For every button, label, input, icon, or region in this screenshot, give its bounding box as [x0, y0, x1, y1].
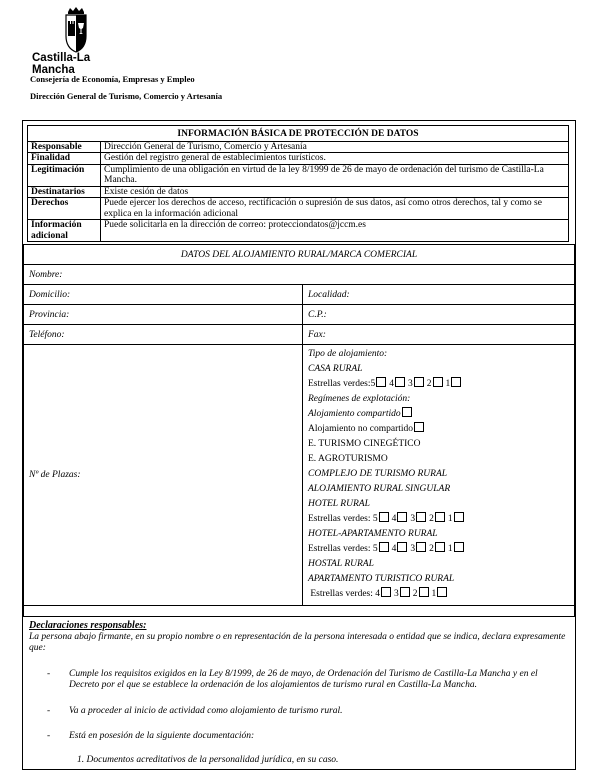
row-value: Puede solicitarla en la dirección de correo: protecciondatos@jccm.es: [101, 220, 569, 242]
bullet-dash: -: [47, 705, 51, 716]
cinegetico-label: E. TURISMO CINEGÉTICO: [308, 439, 421, 449]
hotel-label: HOTEL RURAL: [308, 499, 370, 509]
regimenes-label: Regímenes de explotación:: [308, 394, 411, 404]
star-count: 3: [394, 589, 399, 599]
checkbox[interactable]: [454, 542, 464, 552]
form-container: [22, 120, 576, 770]
checkbox[interactable]: [414, 377, 424, 387]
row-key: Información adicional: [28, 220, 101, 242]
checkbox[interactable]: [379, 512, 389, 522]
declaracion-item: [29, 706, 569, 718]
castilla-la-mancha-logo: [32, 6, 132, 76]
checkbox[interactable]: [402, 407, 412, 417]
nombre-field[interactable]: Nombre:: [24, 265, 575, 285]
checkbox[interactable]: [435, 542, 445, 552]
declaracion-item: [29, 731, 569, 743]
lodging-table: [23, 244, 575, 617]
no-compartido-label: Alojamiento no compartido: [308, 424, 414, 434]
plazas-field[interactable]: Nº de Plazas:: [24, 345, 303, 606]
fax-field[interactable]: Fax:: [303, 325, 575, 345]
row-key: Legitimación: [28, 164, 101, 186]
casa-rural-label: CASA RURAL: [308, 364, 363, 374]
star-count: 4: [389, 379, 395, 389]
row-key: Responsable: [28, 141, 101, 153]
checkbox[interactable]: [400, 587, 410, 597]
star-count: 4: [375, 589, 381, 599]
declaracion-item: [29, 669, 569, 692]
star-count: 4: [391, 514, 397, 524]
checkbox[interactable]: [379, 542, 389, 552]
declaraciones-intro: La persona abajo firmante, en su propio nombre o en representación de la persona interesada o entidad que se indica, declara expresamente que:: [29, 631, 566, 653]
star-count: 2: [426, 379, 432, 389]
checkbox[interactable]: [419, 587, 429, 597]
star-count: 1: [431, 589, 437, 599]
star-count: 2: [412, 589, 418, 599]
star-count: 3: [410, 514, 416, 524]
declaracion-text: Va a proceder al inicio de actividad como alojamiento de turismo rural.: [69, 705, 343, 716]
row-value: Dirección General de Turismo, Comercio y Artesanía: [101, 141, 569, 153]
row-key: Derechos: [28, 198, 101, 220]
bullet-dash: -: [47, 731, 51, 741]
checkbox[interactable]: [376, 377, 386, 387]
telefono-field[interactable]: Teléfono:: [24, 325, 303, 345]
star-count: 2: [429, 544, 434, 554]
checkbox[interactable]: [397, 512, 407, 522]
apartamento-label: APARTAMENTO TURISTICO RURAL: [308, 574, 455, 584]
checkbox[interactable]: [416, 542, 426, 552]
stars-label: Estrellas verdes:: [308, 514, 371, 524]
star-count: 4: [391, 544, 397, 554]
checkbox[interactable]: [437, 587, 447, 597]
star-count: 5: [372, 514, 378, 524]
declaraciones-section: [23, 617, 575, 769]
consejeria-text: Consejería de Economía, Empresas y Empleo: [30, 74, 195, 84]
checkbox[interactable]: [451, 377, 461, 387]
apartamento-stars: [308, 587, 569, 602]
checkbox[interactable]: [395, 377, 405, 387]
agroturismo-label: E. AGROTURISMO: [308, 454, 388, 464]
row-key: Finalidad: [28, 153, 101, 165]
complejo-label: COMPLEJO DE TURISMO RURAL: [308, 469, 448, 479]
hotel-apart-label: HOTEL-APARTAMENTO RURAL: [308, 529, 438, 539]
cp-field[interactable]: C.P.:: [303, 305, 575, 325]
tipo-label: Tipo de alojamiento:: [308, 349, 388, 359]
checkbox[interactable]: [454, 512, 464, 522]
hostal-label: HOSTAL RURAL: [308, 559, 374, 569]
singular-label: ALOJAMIENTO RURAL SINGULAR: [308, 484, 451, 494]
row-value: Gestión del registro general de establecimientos turísticos.: [101, 153, 569, 165]
star-count: 3: [410, 544, 416, 554]
logo-name: Castilla-La Mancha: [32, 52, 91, 76]
star-count: 1: [447, 544, 453, 554]
domicilio-field[interactable]: Domicilio:: [24, 285, 303, 305]
provincia-field[interactable]: Provincia:: [24, 305, 303, 325]
declaracion-text: Cumple los requisitos exigidos en la Ley 8/1999, de 26 de mayo, de Ordenación del Turismo de Castilla-La Mancha y en el Decreto por el que se establece la ordenación de los alojamientos de turismo rural en Castilla-La Mancha.: [69, 668, 538, 690]
casa-rural-stars: [308, 377, 569, 392]
data-protection-title: INFORMACIÓN BÁSICA DE PROTECCIÓN DE DATOS: [28, 126, 569, 142]
star-count: 5: [372, 544, 378, 554]
stars-label: Estrellas verdes:: [310, 589, 373, 599]
coat-of-arms-icon: [32, 6, 132, 54]
hotel-apart-stars: [308, 542, 569, 557]
checkbox[interactable]: [414, 422, 424, 432]
tipo-alojamiento-cell: [303, 345, 575, 606]
data-protection-table: [27, 125, 569, 242]
direccion-text: Dirección General de Turismo, Comercio y Artesanía: [30, 91, 223, 101]
stars-label: Estrellas verdes:: [308, 544, 371, 554]
row-key: Destinatarios: [28, 186, 101, 198]
checkbox[interactable]: [416, 512, 426, 522]
localidad-field[interactable]: Localidad:: [303, 285, 575, 305]
stars-label: Estrellas verdes:: [308, 379, 371, 389]
spacer-row: [24, 606, 575, 617]
compartido-label: Alojamiento compartido: [308, 409, 401, 419]
checkbox[interactable]: [433, 377, 443, 387]
star-count: 5: [370, 379, 376, 389]
hotel-stars: [308, 512, 569, 527]
checkbox[interactable]: [381, 587, 391, 597]
declaracion-text: Está en posesión de la siguiente documentación:: [69, 731, 255, 741]
star-count: 3: [408, 379, 413, 389]
star-count: 1: [447, 514, 453, 524]
checkbox[interactable]: [397, 542, 407, 552]
bullet-dash: -: [47, 668, 51, 679]
lodging-title: DATOS DEL ALOJAMIENTO RURAL/MARCA COMERCIAL: [24, 245, 575, 265]
checkbox[interactable]: [435, 512, 445, 522]
row-value: Puede ejercer los derechos de acceso, rectificación o supresión de sus datos, así como otros derechos, tal y como se explica en la información adicional: [101, 198, 569, 220]
star-count: 2: [429, 514, 434, 524]
declaraciones-title: Declaraciones responsables:: [29, 620, 147, 631]
row-value: Existe cesión de datos: [101, 186, 569, 198]
row-value: Cumplimiento de una obligación en virtud de la ley 8/1999 de 26 de mayo de ordenación del turismo de Castilla-La Mancha.: [101, 164, 569, 186]
star-count: 1: [445, 379, 451, 389]
documento-item: 1. Documentos acreditativos de la personalidad jurídica, en su caso.: [77, 754, 339, 765]
